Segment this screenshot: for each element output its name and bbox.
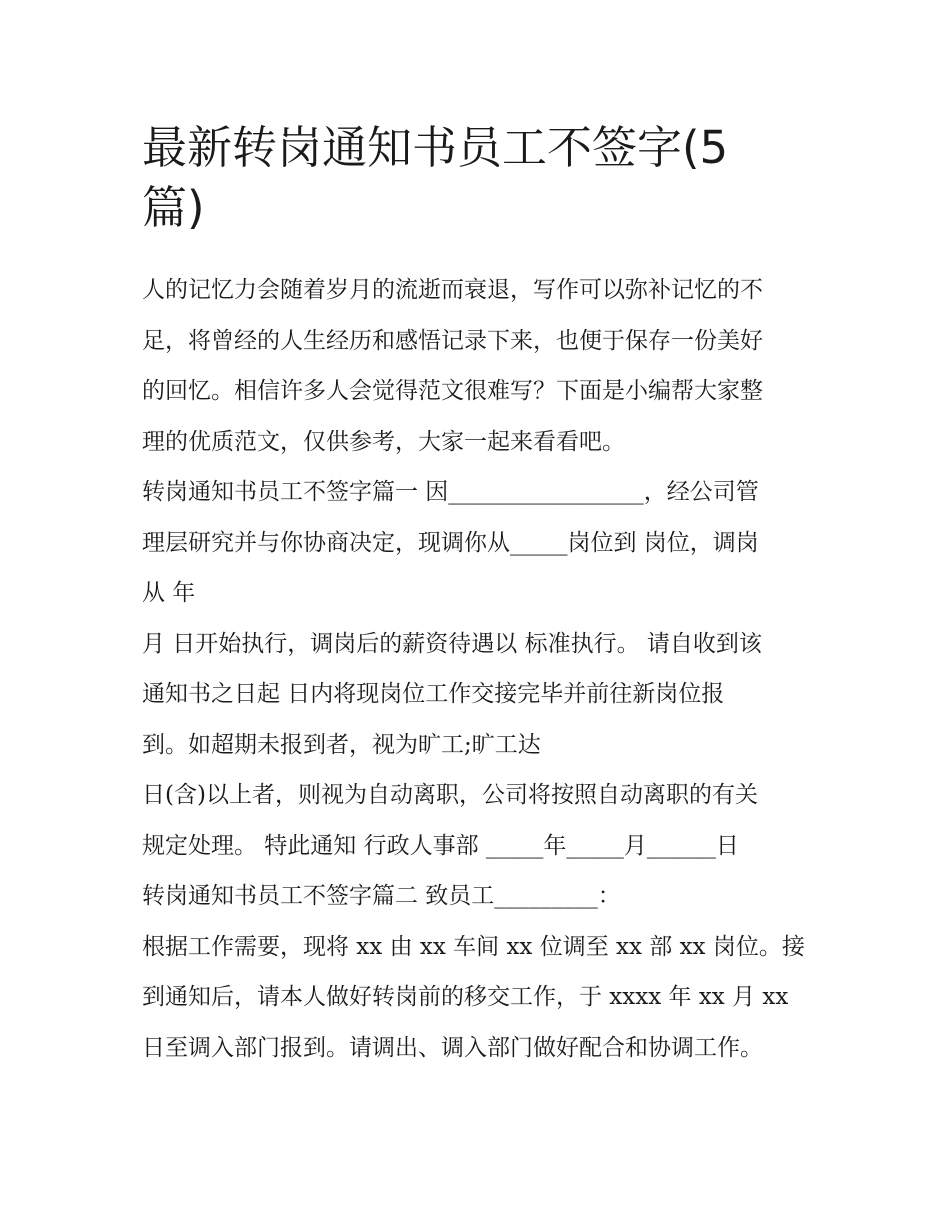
title-line-2: 篇) <box>142 181 205 234</box>
text-line: 到。如超期未报到者，视为旷工;旷工达 <box>142 731 541 758</box>
text-line: 足，将曾经的人生经历和感悟记录下来，也便于保存一份美好 <box>142 327 763 354</box>
text-line: 理层研究并与你协商决定，现调你从_____岗位到 岗位，调岗 <box>142 529 759 556</box>
text-line: 转岗通知书员工不签字篇二 致员工_________： <box>142 883 621 909</box>
text-line: 通知书之日起 日内将现岗位工作交接完毕并前往新岗位报 <box>142 681 725 707</box>
text-line: 根据工作需要，现将 xx 由 xx 车间 xx 位调至 xx 部 xx 岗位。接 <box>142 933 805 960</box>
text-line: 人的记忆力会随着岁月的流逝而衰退，写作可以弥补记忆的不 <box>142 277 763 303</box>
text-line: 日(含)以上者，则视为自动离职，公司将按照自动离职的有关 <box>142 782 758 808</box>
title-line-1: 最新转岗通知书员工不签字(5 <box>142 121 729 174</box>
text-line: 到通知后，请本人做好转岗前的移交工作，于 xxxx 年 xx 月 xx <box>142 984 789 1010</box>
text-line: 规定处理。 特此通知 行政人事部 _____年_____月______日 <box>142 832 739 859</box>
document-title <box>142 118 814 238</box>
text-line: 理的优质范文，仅供参考，大家一起来看看吧。 <box>142 428 625 455</box>
text-line: 日至调入部门报到。请调出、调入部门做好配合和协调工作。 <box>142 1034 763 1061</box>
text-line: 月 日开始执行，调岗后的薪资待遇以 标准执行。 请自收到该 <box>142 630 762 657</box>
document-page <box>142 118 814 1073</box>
text-line: 转岗通知书员工不签字篇一 因_________________，经公司管 <box>142 479 759 505</box>
document-body <box>142 265 814 1073</box>
text-line: 的回忆。相信许多人会觉得范文很难写？下面是小编帮大家整 <box>142 378 763 404</box>
text-line: 从 年 <box>142 580 196 606</box>
